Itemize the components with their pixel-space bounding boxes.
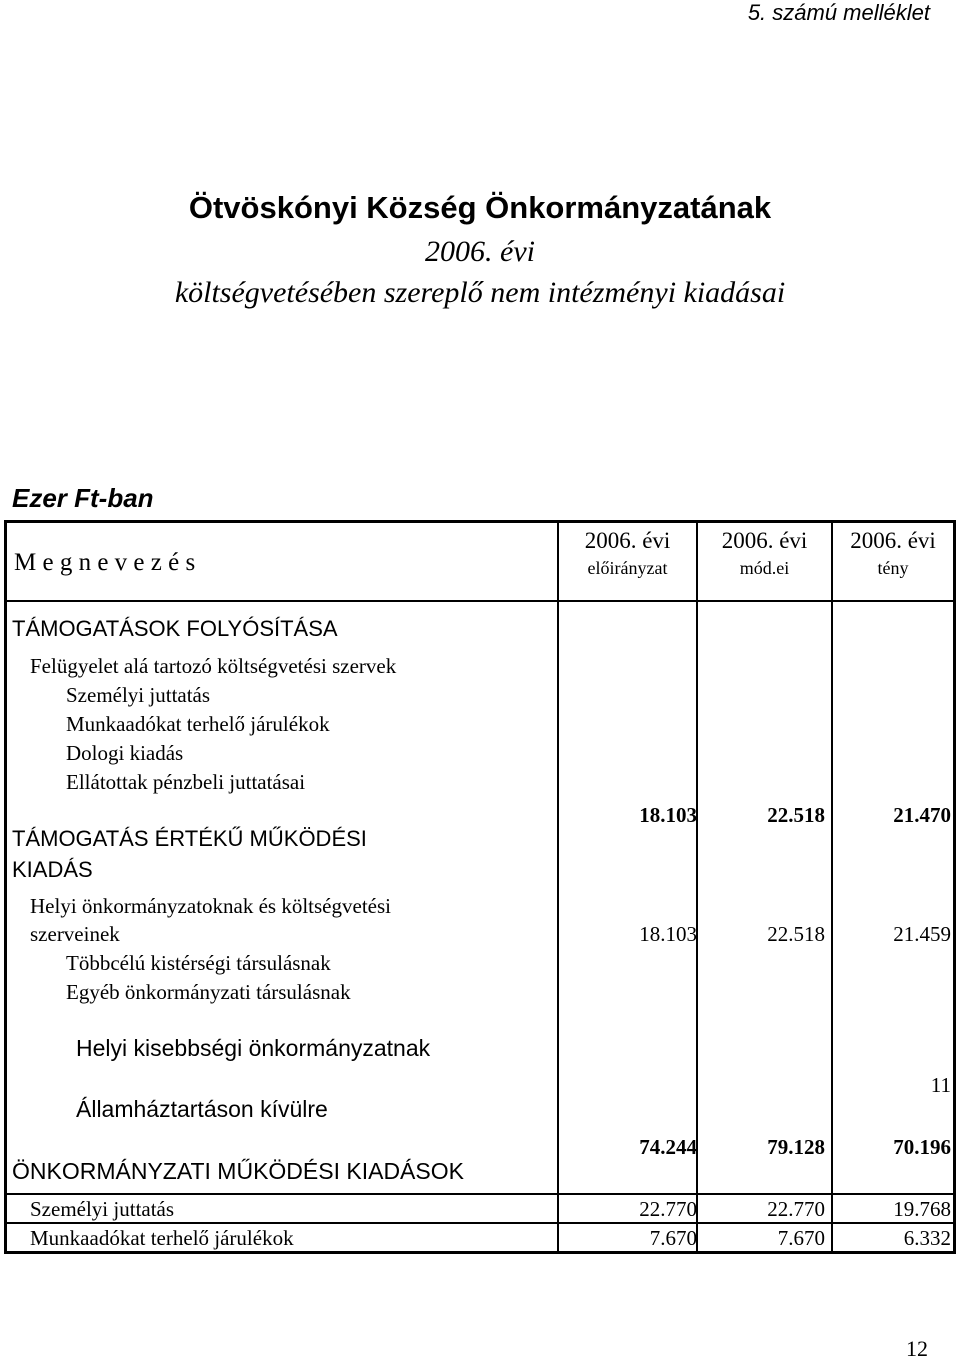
row-label-ellatottak: Ellátottak pénzbeli juttatásai <box>66 770 306 794</box>
value-r8-mod: 22.518 <box>767 922 825 946</box>
row-divider-r15 <box>4 1222 956 1224</box>
row-label-helyi-onk-2: szerveinek <box>30 922 120 946</box>
header-col1-year: 2006. évi <box>584 528 671 553</box>
row-label-dologi: Dologi kiadás <box>66 741 184 765</box>
value-r15-teny: 6.332 <box>903 1226 951 1250</box>
value-r15-eloiranyzat: 7.670 <box>649 1226 697 1250</box>
header-name-label: M e g n e v e z é s <box>14 549 196 576</box>
table-border-bottom <box>4 1251 956 1254</box>
column-divider-1 <box>557 520 559 1254</box>
row-label-allamhaztartason: Államháztartáson kívülre <box>76 1096 328 1122</box>
value-r14-mod: 22.770 <box>767 1197 825 1221</box>
value-r13-teny: 70.196 <box>893 1135 951 1159</box>
value-r12-teny: 11 <box>930 1073 951 1097</box>
value-r13-mod: 79.128 <box>767 1135 825 1159</box>
row-label-tamogatasok: TÁMOGATÁSOK FOLYÓSÍTÁSA <box>12 616 338 641</box>
row-divider-r14 <box>4 1193 956 1195</box>
value-r14-eloiranyzat: 22.770 <box>639 1197 697 1221</box>
header-divider <box>4 600 956 602</box>
table-border-left <box>4 520 7 1254</box>
value-r8-eloiranyzat: 18.103 <box>639 922 697 946</box>
value-r7-mod: 22.518 <box>767 803 825 827</box>
row-label-tamogatas-ertekure-2: KIADÁS <box>12 857 93 882</box>
header-col2-sub: mód.ei <box>739 558 790 578</box>
document-title-year: 2006. évi <box>425 235 535 268</box>
header-col2-year: 2006. évi <box>721 528 808 553</box>
row-label-munkaado-2: Munkaadókat terhelő járulékok <box>30 1226 294 1250</box>
row-label-tamogatas-ertekure-1: TÁMOGATÁS ÉRTÉKŰ MŰKÖDÉSI <box>12 826 367 851</box>
value-r7-eloiranyzat: 18.103 <box>639 803 697 827</box>
row-label-felugyelet: Felügyelet alá tartozó költségvetési szervek <box>30 654 397 678</box>
document-subtitle: költségvetésében szereplő nem intézményi kiadásai <box>174 276 786 309</box>
value-r13-eloiranyzat: 74.244 <box>639 1135 697 1159</box>
value-r14-teny: 19.768 <box>893 1197 951 1221</box>
header-col3-year: 2006. évi <box>850 528 936 553</box>
header-col3-sub: tény <box>877 558 909 578</box>
row-label-munkaado-1: Munkaadókat terhelő járulékok <box>66 712 330 736</box>
annex-label: 5. számú melléklet <box>747 0 930 25</box>
row-label-szemelyi-1: Személyi juttatás <box>66 683 211 707</box>
column-divider-3 <box>831 520 833 1254</box>
row-label-helyi-onk-1: Helyi önkormányzatoknak és költségvetési <box>30 894 391 918</box>
row-label-kisebbsegi: Helyi kisebbségi önkormányzatnak <box>76 1035 431 1061</box>
unit-label: Ezer Ft-ban <box>12 483 154 513</box>
row-label-onkormanyzati-mukodesi: ÖNKORMÁNYZATI MŰKÖDÉSI KIADÁSOK <box>12 1158 464 1184</box>
table-border-right <box>953 520 956 1254</box>
document-title: Ötvöskónyi Község Önkormányzatának <box>188 190 772 225</box>
row-label-egyeb: Egyéb önkormányzati társulásnak <box>66 980 351 1004</box>
table-border-top <box>4 520 956 523</box>
row-label-szemelyi-2: Személyi juttatás <box>30 1197 175 1221</box>
page-number: 12 <box>906 1336 928 1361</box>
value-r7-teny: 21.470 <box>893 803 951 827</box>
row-label-tobbcelu: Többcélú kistérségi társulásnak <box>66 951 331 975</box>
value-r15-mod: 7.670 <box>777 1226 825 1250</box>
header-col1-sub: előirányzat <box>587 558 668 578</box>
value-r8-teny: 21.459 <box>893 922 951 946</box>
